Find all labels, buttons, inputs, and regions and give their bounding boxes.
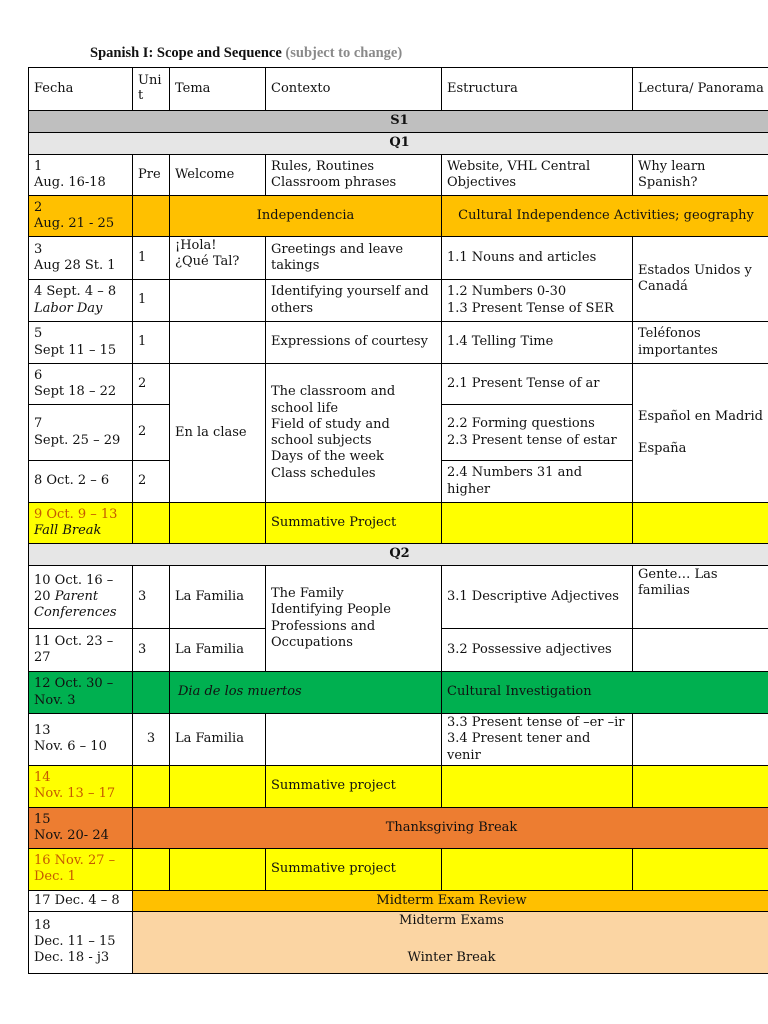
spacer bbox=[138, 929, 765, 950]
cell-fecha: 16 Nov. 27 – Dec. 1 bbox=[29, 848, 133, 890]
cell-estructura bbox=[442, 503, 633, 544]
cell-contexto: Summative Project bbox=[266, 503, 442, 544]
fecha-note: Labor Day bbox=[34, 300, 103, 316]
cell-unit bbox=[133, 848, 170, 890]
cell-lectura bbox=[633, 765, 768, 807]
cell-tema: En la clase bbox=[170, 364, 266, 503]
fecha-note: Fall Break bbox=[34, 523, 102, 538]
cell-contexto: Expressions of courtesy bbox=[266, 322, 442, 364]
cell-fecha: 13 Nov. 6 – 10 bbox=[29, 714, 133, 766]
cell-fecha: 3 Aug 28 St. 1 bbox=[29, 237, 133, 280]
cell-fecha: 1 Aug. 16-18 bbox=[29, 155, 133, 196]
table-row bbox=[29, 503, 768, 544]
table-row bbox=[29, 155, 768, 196]
cell-unit bbox=[133, 503, 170, 544]
table-row bbox=[29, 911, 768, 973]
table-row bbox=[29, 765, 768, 807]
cell-fecha: 5 Sept 11 – 15 bbox=[29, 322, 133, 364]
section-s1: S1 bbox=[29, 111, 768, 133]
cell-unit: 1 bbox=[133, 280, 170, 322]
section-q2: Q2 bbox=[29, 544, 768, 566]
cell-estructura: 1.4 Telling Time bbox=[442, 322, 633, 364]
cell-estructura: Website, VHL Central Objectives bbox=[442, 155, 633, 196]
cell-lectura bbox=[633, 629, 768, 672]
cell-contexto: Summative project bbox=[266, 765, 442, 807]
cell-tema: ¡Hola! ¿Qué Tal? bbox=[170, 237, 266, 280]
scope-sequence-table bbox=[28, 67, 768, 974]
cell-contexto: Identifying yourself and others bbox=[266, 280, 442, 322]
title-main: Spanish I: Scope and Sequence bbox=[90, 45, 282, 61]
table-row bbox=[29, 714, 768, 766]
cell-lectura: Teléfonos importantes bbox=[633, 322, 768, 364]
section-row-q1 bbox=[29, 133, 768, 155]
cell-fecha bbox=[29, 503, 133, 544]
cell-unit bbox=[133, 765, 170, 807]
cell-unit: 3 bbox=[133, 629, 170, 672]
cell-tema bbox=[170, 765, 266, 807]
fecha-text: 10 Oct. 16 – 20 bbox=[34, 572, 114, 604]
cell-estructura: 2.1 Present Tense of ar bbox=[442, 364, 633, 405]
table-row bbox=[29, 807, 768, 848]
table-row bbox=[29, 566, 768, 629]
table-row bbox=[29, 196, 768, 237]
title-note: (subject to change) bbox=[285, 45, 403, 61]
cell-unit: 1 bbox=[133, 322, 170, 364]
cell-lectura: Gente… Las familias bbox=[633, 566, 768, 629]
table-row bbox=[29, 848, 768, 890]
cell-merged: Midterm Exam Review bbox=[133, 890, 768, 911]
cell-tema: Welcome bbox=[170, 155, 266, 196]
cell-unit bbox=[133, 672, 170, 714]
table-header-row bbox=[29, 68, 768, 111]
cell-tema: La Familia bbox=[170, 566, 266, 629]
cell-fecha: 8 Oct. 2 – 6 bbox=[29, 461, 133, 503]
cell-contexto: The Family Identifying People Professions and Occupations bbox=[266, 566, 442, 672]
cell-tema bbox=[170, 848, 266, 890]
header-lectura: Lectura/ Panorama bbox=[633, 68, 768, 111]
cell-contexto: Rules, Routines Classroom phrases bbox=[266, 155, 442, 196]
cell-tema bbox=[170, 503, 266, 544]
cell-estructura: Cultural Independence Activities; geography bbox=[442, 196, 768, 237]
cell-unit: 2 bbox=[133, 364, 170, 405]
cell-fecha: 7 Sept. 25 – 29 bbox=[29, 405, 133, 461]
table-row bbox=[29, 364, 768, 405]
table-row bbox=[29, 890, 768, 911]
cell-lectura bbox=[633, 714, 768, 766]
cell-contexto bbox=[266, 714, 442, 766]
cell-estructura: 1.2 Numbers 0-30 1.3 Present Tense of SER bbox=[442, 280, 633, 322]
cell-fecha bbox=[29, 280, 133, 322]
document-title bbox=[90, 45, 402, 62]
header-unit: Unit bbox=[133, 68, 170, 111]
cell-lectura: Estados Unidos y Canadá bbox=[633, 237, 768, 322]
fecha-note: Parent Conferences bbox=[34, 588, 117, 621]
cell-estructura: 1.1 Nouns and articles bbox=[442, 237, 633, 280]
header-contexto: Contexto bbox=[266, 68, 442, 111]
cell-unit bbox=[133, 196, 170, 237]
cell-fecha bbox=[29, 566, 133, 629]
header-estructura: Estructura bbox=[442, 68, 633, 111]
cell-tema bbox=[170, 322, 266, 364]
cell-lectura: Español en Madrid España bbox=[633, 364, 768, 503]
section-row-s1 bbox=[29, 111, 768, 133]
cell-tema: Dia de los muertos bbox=[170, 672, 442, 714]
table-row bbox=[29, 237, 768, 280]
cell-fecha: 15 Nov. 20- 24 bbox=[29, 807, 133, 848]
cell-unit: 2 bbox=[133, 461, 170, 503]
cell-contexto: The classroom and school life Field of study and school subjects Days of the week Class schedules bbox=[266, 364, 442, 503]
cell-unit: Pre bbox=[133, 155, 170, 196]
fecha-text: 9 Oct. 9 – 13 bbox=[34, 506, 118, 522]
cell-estructura: 2.2 Forming questions 2.3 Present tense of estar bbox=[442, 405, 633, 461]
cell-estructura: 3.2 Possessive adjectives bbox=[442, 629, 633, 672]
cell-estructura: 2.4 Numbers 31 and higher bbox=[442, 461, 633, 503]
header-tema: Tema bbox=[170, 68, 266, 111]
cell-unit: 2 bbox=[133, 405, 170, 461]
header-fecha: Fecha bbox=[29, 68, 133, 111]
cell-lectura bbox=[633, 503, 768, 544]
cell-lectura: Why learn Spanish? bbox=[633, 155, 768, 196]
cell-estructura: 3.3 Present tense of –er –ir 3.4 Present tener and venir bbox=[442, 714, 633, 766]
fecha-text: 4 Sept. 4 – 8 bbox=[34, 284, 117, 300]
cell-lectura bbox=[633, 848, 768, 890]
winter-break-label: Winter Break bbox=[407, 950, 496, 965]
cell-unit: 1 bbox=[133, 237, 170, 280]
table-row bbox=[29, 322, 768, 364]
cell-fecha: 18 Dec. 11 – 15 Dec. 18 - j3 bbox=[29, 911, 133, 973]
cell-tema: La Familia bbox=[170, 629, 266, 672]
cell-fecha: 2 Aug. 21 - 25 bbox=[29, 196, 133, 237]
cell-contexto: Summative project bbox=[266, 848, 442, 890]
cell-contexto: Greetings and leave takings bbox=[266, 237, 442, 280]
cell-fecha: 17 Dec. 4 – 8 bbox=[29, 890, 133, 911]
cell-tema: La Familia bbox=[170, 714, 266, 766]
section-row-q2 bbox=[29, 544, 768, 566]
cell-merged bbox=[133, 911, 768, 973]
midterm-exams-label: Midterm Exams bbox=[399, 912, 504, 928]
cell-tema: Independencia bbox=[170, 196, 442, 237]
cell-tema bbox=[170, 280, 266, 322]
table-row bbox=[29, 672, 768, 714]
cell-fecha: 14 Nov. 13 – 17 bbox=[29, 765, 133, 807]
section-q1: Q1 bbox=[29, 133, 768, 155]
cell-merged: Thanksgiving Break bbox=[133, 807, 768, 848]
cell-fecha: 6 Sept 18 – 22 bbox=[29, 364, 133, 405]
cell-estructura: 3.1 Descriptive Adjectives bbox=[442, 566, 633, 629]
cell-estructura bbox=[442, 848, 633, 890]
cell-fecha: 12 Oct. 30 – Nov. 3 bbox=[29, 672, 133, 714]
cell-unit: 3 bbox=[133, 714, 170, 766]
cell-estructura bbox=[442, 765, 633, 807]
cell-unit: 3 bbox=[133, 566, 170, 629]
cell-fecha: 11 Oct. 23 – 27 bbox=[29, 629, 133, 672]
cell-estructura: Cultural Investigation bbox=[442, 672, 768, 714]
